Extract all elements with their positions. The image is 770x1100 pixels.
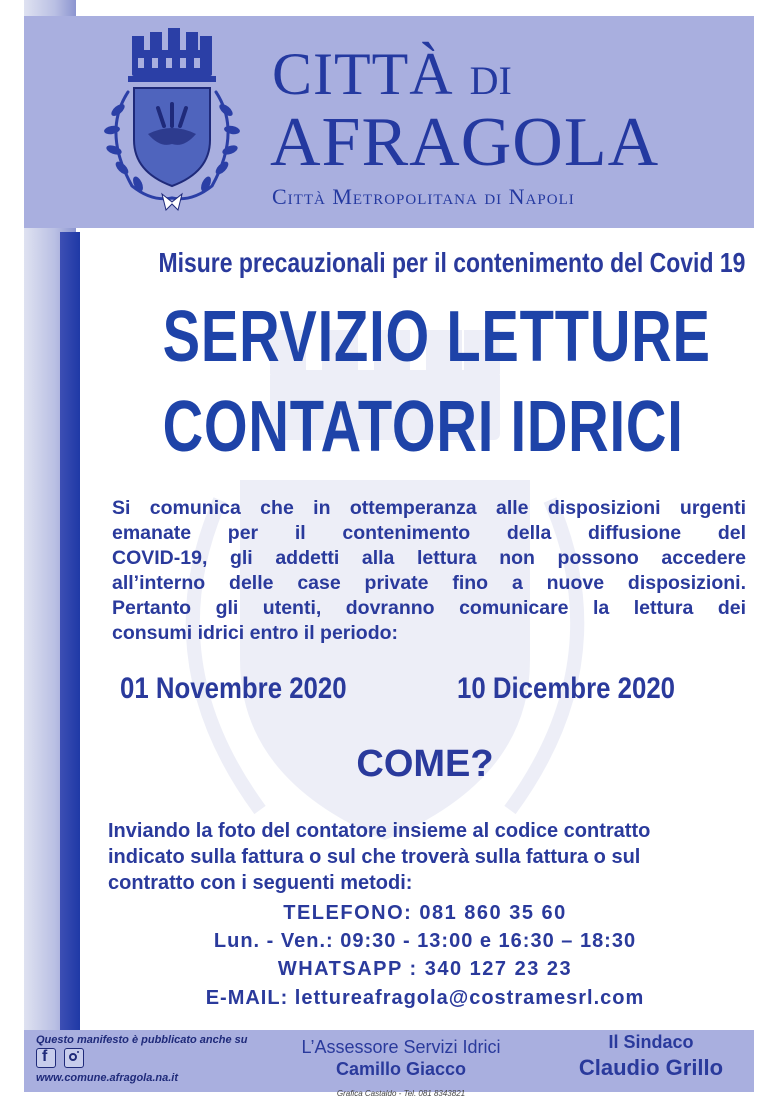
contact-hours: Lun. - Ven.: 09:30 - 13:00 e 16:30 – 18:30	[213, 930, 637, 952]
service-title-line1: SERVIZIO LETTURE	[162, 297, 711, 377]
notice-line: all’interno delle case private fino a nuove disposizioni.	[112, 572, 746, 594]
method-line: indicato sulla fattura o sul che troverà sulla fattura o sul	[108, 846, 641, 868]
assessore-name: Camillo Giacco	[335, 1059, 467, 1079]
mayor-signature	[556, 1030, 746, 1082]
mayor-name: Claudio Grillo	[578, 1055, 724, 1080]
contact-email: E-MAIL: lettureafragola@costramesrl.com	[205, 987, 645, 1009]
precaution-heading: Misure precauzionali per il contenimento del Covid 19	[158, 247, 746, 278]
city-crest-icon	[88, 22, 256, 212]
notice-paragraph	[112, 496, 746, 646]
assessore-signature	[270, 1036, 532, 1080]
notice-line: emanate per il contenimento della diffusione del	[112, 522, 746, 544]
left-accent-band	[60, 232, 80, 1030]
website-link[interactable]: www.comune.afragola.na.it	[36, 1072, 179, 1084]
mayor-title: Il Sindaco	[608, 1032, 694, 1052]
method-line: contratto con i seguenti metodi:	[108, 872, 413, 894]
service-title-line2: CONTATORI IDRICI	[162, 387, 684, 467]
method-line: Inviando la foto del contatore insieme al codice contratto	[108, 820, 651, 842]
how-heading: COME?	[356, 743, 494, 785]
instagram-icon[interactable]	[64, 1048, 84, 1068]
period-end-date: 10 Dicembre 2020	[457, 672, 676, 705]
period-start-date: 01 Novembre 2020	[120, 672, 347, 705]
city-title-line1: CITTÀ DI	[272, 41, 512, 107]
city-title-di: DI	[469, 58, 512, 103]
city-title-line2: AFRAGOLA	[270, 104, 660, 181]
notice-line: Si comunica che in ottemperanza alle disposizioni urgenti	[112, 497, 746, 519]
print-credit: Grafica Castaldo - Tel. 081 8343821	[336, 1089, 466, 1098]
notice-line: consumi idrici entro il periodo:	[112, 622, 399, 644]
notice-line: COVID-19, gli addetti alla lettura non possono accedere	[112, 547, 746, 569]
facebook-icon[interactable]: f	[36, 1048, 56, 1068]
city-subtitle: Città Metropolitana di Napoli	[272, 184, 575, 209]
contact-whatsapp: WHATSAPP : 340 127 23 23	[277, 958, 573, 980]
contact-phone: TELEFONO: 081 860 35 60	[283, 902, 567, 924]
published-note: Questo manifesto è pubblicato anche su	[36, 1034, 248, 1046]
assessore-title: L’Assessore Servizi Idrici	[301, 1037, 501, 1057]
method-paragraph	[108, 818, 748, 896]
notice-line: Pertanto gli utenti, dovranno comunicare la lettura dei	[112, 597, 746, 619]
